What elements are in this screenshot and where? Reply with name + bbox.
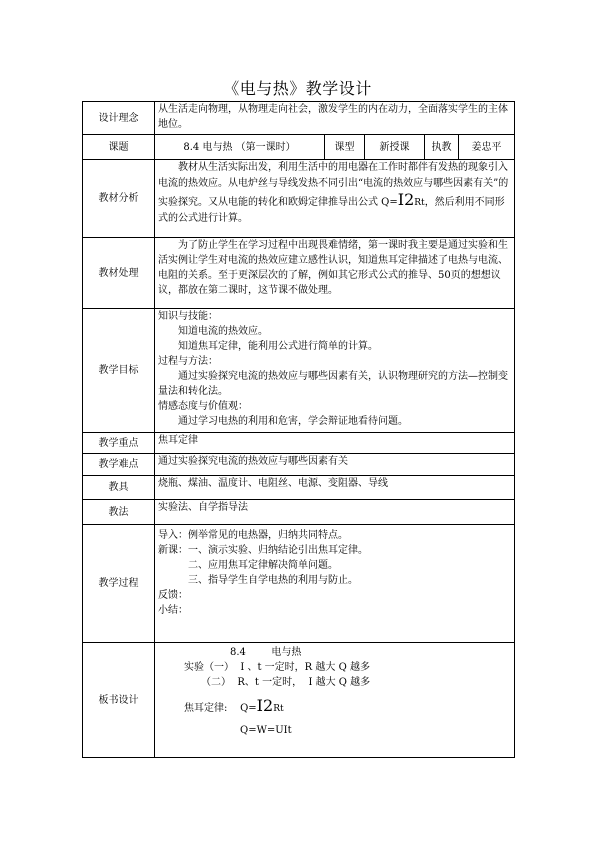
process-new-lesson: 新课：一、演示实验、归纳结论引出焦耳定律。 [158, 545, 368, 556]
row-handling [83, 238, 515, 309]
process-step: 三、指导学生自学电热的利用与防止。 [188, 575, 358, 586]
analysis-label: 教材分析 [83, 160, 155, 238]
method-label: 教法 [83, 500, 155, 525]
process-summary: 小结： [158, 605, 188, 616]
goal-item: 通过实验探究电流的热效应与哪些因素有关，认识物理研究的方法—控制变量法和转化法。 [158, 371, 508, 397]
goal-item: 知道电流的热效应。 [178, 326, 268, 337]
handling-label: 教材处理 [83, 238, 155, 309]
formula-exponent: 2 [404, 190, 415, 209]
document-title: 《电与热》教学设计 [223, 79, 372, 98]
goal-heading-knowledge: 知识与技能： [158, 311, 218, 322]
joule-i: I [256, 696, 263, 715]
handling-text: 为了防止学生在学习过程中出现畏难情绪，第一课时我主要是通过实验和生活实例让学生对电流的热效应建立感性认识，知道焦耳定律描述了电热与电流、电阻的关系。至于更深层次的了解，例如其它形式公式的推导、50页的想想议议，都放在第二课时，这节课不做处理。 [155, 238, 515, 309]
row-key [83, 433, 515, 454]
lesson-plan-table [82, 101, 515, 758]
board-formula-2: Q=W=UIt [240, 725, 292, 736]
joule-label: 焦耳定律: [184, 703, 228, 714]
concept-text: 从生活走向物理，从物理走向社会，激发学生的内在动力，全面落实学生的主体地位。 [155, 102, 515, 135]
row-board [83, 643, 515, 758]
row-process [83, 525, 515, 643]
board-experiment-2: （二） R、t 一定时， I 越大 Q 越多 [201, 677, 371, 688]
lesson-type-label: 课型 [325, 135, 365, 160]
board-joule-law [158, 698, 511, 717]
topic-label: 课题 [83, 135, 155, 160]
method-text: 实验法、自学指导法 [155, 500, 515, 525]
goal-item: 通过学习电热的利用和危害，学会辩证地看待问题。 [178, 416, 408, 427]
formula-rt: Rt [414, 198, 425, 208]
row-method [83, 500, 515, 525]
row-topic [83, 135, 515, 160]
joule-exponent: 2 [263, 696, 274, 715]
row-analysis [83, 160, 515, 238]
analysis-text [155, 160, 515, 238]
goals-label: 教学目标 [83, 309, 155, 433]
key-text: 焦耳定律 [155, 433, 515, 454]
goals-content [155, 309, 515, 433]
joule-rt: Rt [273, 704, 284, 714]
board-label: 板书设计 [83, 643, 155, 758]
difficulty-label: 教学难点 [83, 454, 155, 476]
process-step: 二、应用焦耳定律解决简单问题。 [188, 560, 338, 571]
tools-text: 烧瓶、煤油、温度计、电阻丝、电源、变阻器、导线 [155, 476, 515, 500]
row-goals [83, 309, 515, 433]
difficulty-text: 通过实验探究电流的热效应与哪些因素有关 [155, 454, 515, 476]
joule-q: Q= [240, 703, 257, 714]
board-heading: 8.4 电与热 [230, 647, 302, 658]
row-tools [83, 476, 515, 500]
formula-i: I [397, 190, 405, 209]
process-content [155, 525, 515, 643]
process-label: 教学过程 [83, 525, 155, 643]
topic-value: 8.4 电与热 （第一课时） [155, 135, 325, 160]
process-intro: 导入：例举常见的电热器，归纳共同特点。 [158, 530, 348, 541]
board-experiment-1: 实验（一） I 、t 一定时，R 越大 Q 越多 [184, 662, 370, 673]
goal-heading-attitude: 情感态度与价值观： [158, 401, 248, 412]
tools-label: 教具 [83, 476, 155, 500]
lesson-type-value: 新授课 [365, 135, 425, 160]
goal-item: 知道焦耳定律，能利用公式进行简单的计算。 [178, 341, 378, 352]
teacher-value: 姜忠平 [459, 135, 515, 160]
teacher-label: 执教 [425, 135, 459, 160]
goal-heading-process: 过程与方法： [158, 356, 218, 367]
analysis-text-after: ，然后利用不同形式的公式进行计算。 [158, 197, 505, 224]
concept-label: 设计理念 [83, 102, 155, 135]
analysis-text-before: 教材从生活实际出发，利用生活中的用电器在工作时都伴有发热的现象引入电流的热效应。从电炉丝与导线发热不同引出“电流的热效应与哪些因素有关”的实验探究。又从电能的转化和欧姆定律推导出公式 Q= [158, 162, 509, 208]
row-difficulty [83, 454, 515, 476]
key-label: 教学重点 [83, 433, 155, 454]
board-content [155, 643, 515, 758]
row-concept [83, 102, 515, 135]
process-feedback: 反馈： [158, 590, 188, 601]
